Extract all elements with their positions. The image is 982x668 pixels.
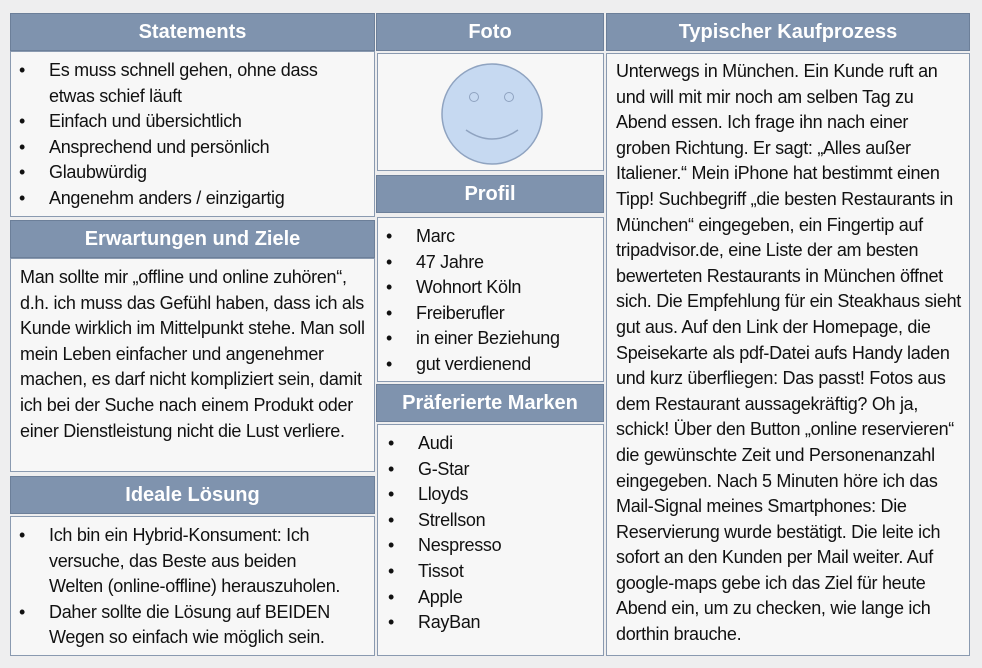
list-item: • RayBan [380,610,599,636]
kaufprozess-header: Typischer Kaufprozess [606,13,970,51]
list-item: • Es muss schnell gehen, ohne dass etwas schief läuft [11,58,364,109]
list-item: • 47 Jahre [378,250,599,276]
list-item: • Tissot [380,559,599,585]
list-item: • Angenehm anders / einzigartig [11,186,364,212]
statements-header: Statements [10,13,375,51]
list-item: • Einfach und übersichtlich [11,109,364,135]
profil-box [377,217,604,382]
list-item: • Freiberufler [378,301,599,327]
list-item: • Wohnort Köln [378,275,599,301]
marken-box [377,424,604,656]
list-item: • Audi [380,431,599,457]
kaufprozess-box [606,53,970,656]
erwartungen-text: Man sollte mir „offline und online zuhören“, d.h. ich muss das Gefühl haben, dass ich als Kunde wirklich im Mittelpunkt stehe. Man soll mein Leben einfacher und angenehmer machen, es darf nicht kompliziert sein, damit ich bei der Suche nach einem Produkt oder einer Dienstleistung nicht die Lust verliere. [20,267,365,441]
list-item: • Nespresso [380,533,599,559]
erwartungen-box [10,258,375,472]
list-item: • Ansprechend und persönlich [11,135,364,161]
list-item: • gut verdienend [378,352,599,378]
foto-header: Foto [376,13,604,51]
statements-box [10,51,375,217]
loesung-box [10,516,375,656]
list-item: • in einer Beziehung [378,326,599,352]
foto-box [377,53,604,171]
list-item: • Marc [378,224,599,250]
profil-header: Profil [376,175,604,213]
marken-header: Präferierte Marken [376,384,604,422]
loesung-header: Ideale Lösung [10,476,375,514]
smiley-face-icon [378,54,605,172]
list-item: • Ich bin ein Hybrid-Konsument: Ich versuche, das Beste aus beiden Welten (online-offline) herauszuholen. [11,523,354,600]
list-item: • Lloyds [380,482,599,508]
list-item: • Glaubwürdig [11,160,364,186]
list-item: • Daher sollte die Lösung auf BEIDEN Wegen so einfach wie möglich sein. [11,600,354,651]
list-item: • Strellson [380,508,599,534]
erwartungen-header: Erwartungen und Ziele [10,220,375,258]
kaufprozess-text: Unterwegs in München. Ein Kunde ruft an und will mit mir noch am selben Tag zu Abend essen. Ich frage ihn nach einer groben Richtung. Er sagt: „Alles außer Italiener.“ Mein iPhone hat bestimmt einen Tipp! Suchbegriff „die besten Restaurants in München“ eingegeben, ein Fingertip auf tripadvisor.de, eine Liste der am besten bewerteten Restaurants in München öffnet sich. Die Empfehlung für ein Steakhaus sieht gut aus. Auf den Link der Homepage, die Speisekarte als pdf-Datei aufs Handy laden und kurz überfliegen: Das passt! Fotos aus dem Restaurant aussagekräftig? Oh ja, schick! Über den Button „online reservieren“ die gewünschte Zeit und Personenanzahl eingegeben. Nach 5 Minuten höre ich das Mail-Signal meines Smartphones: Die Reservierung wurde bestätigt. Die leite ich sofort an den Kunden per Mail weiter. Auf google-maps gebe ich das Ziel für heute Abend ein, um zu checken, wie lange ich dorthin brauche. [616,61,961,645]
list-item: • Apple [380,585,599,611]
list-item: • G-Star [380,457,599,483]
